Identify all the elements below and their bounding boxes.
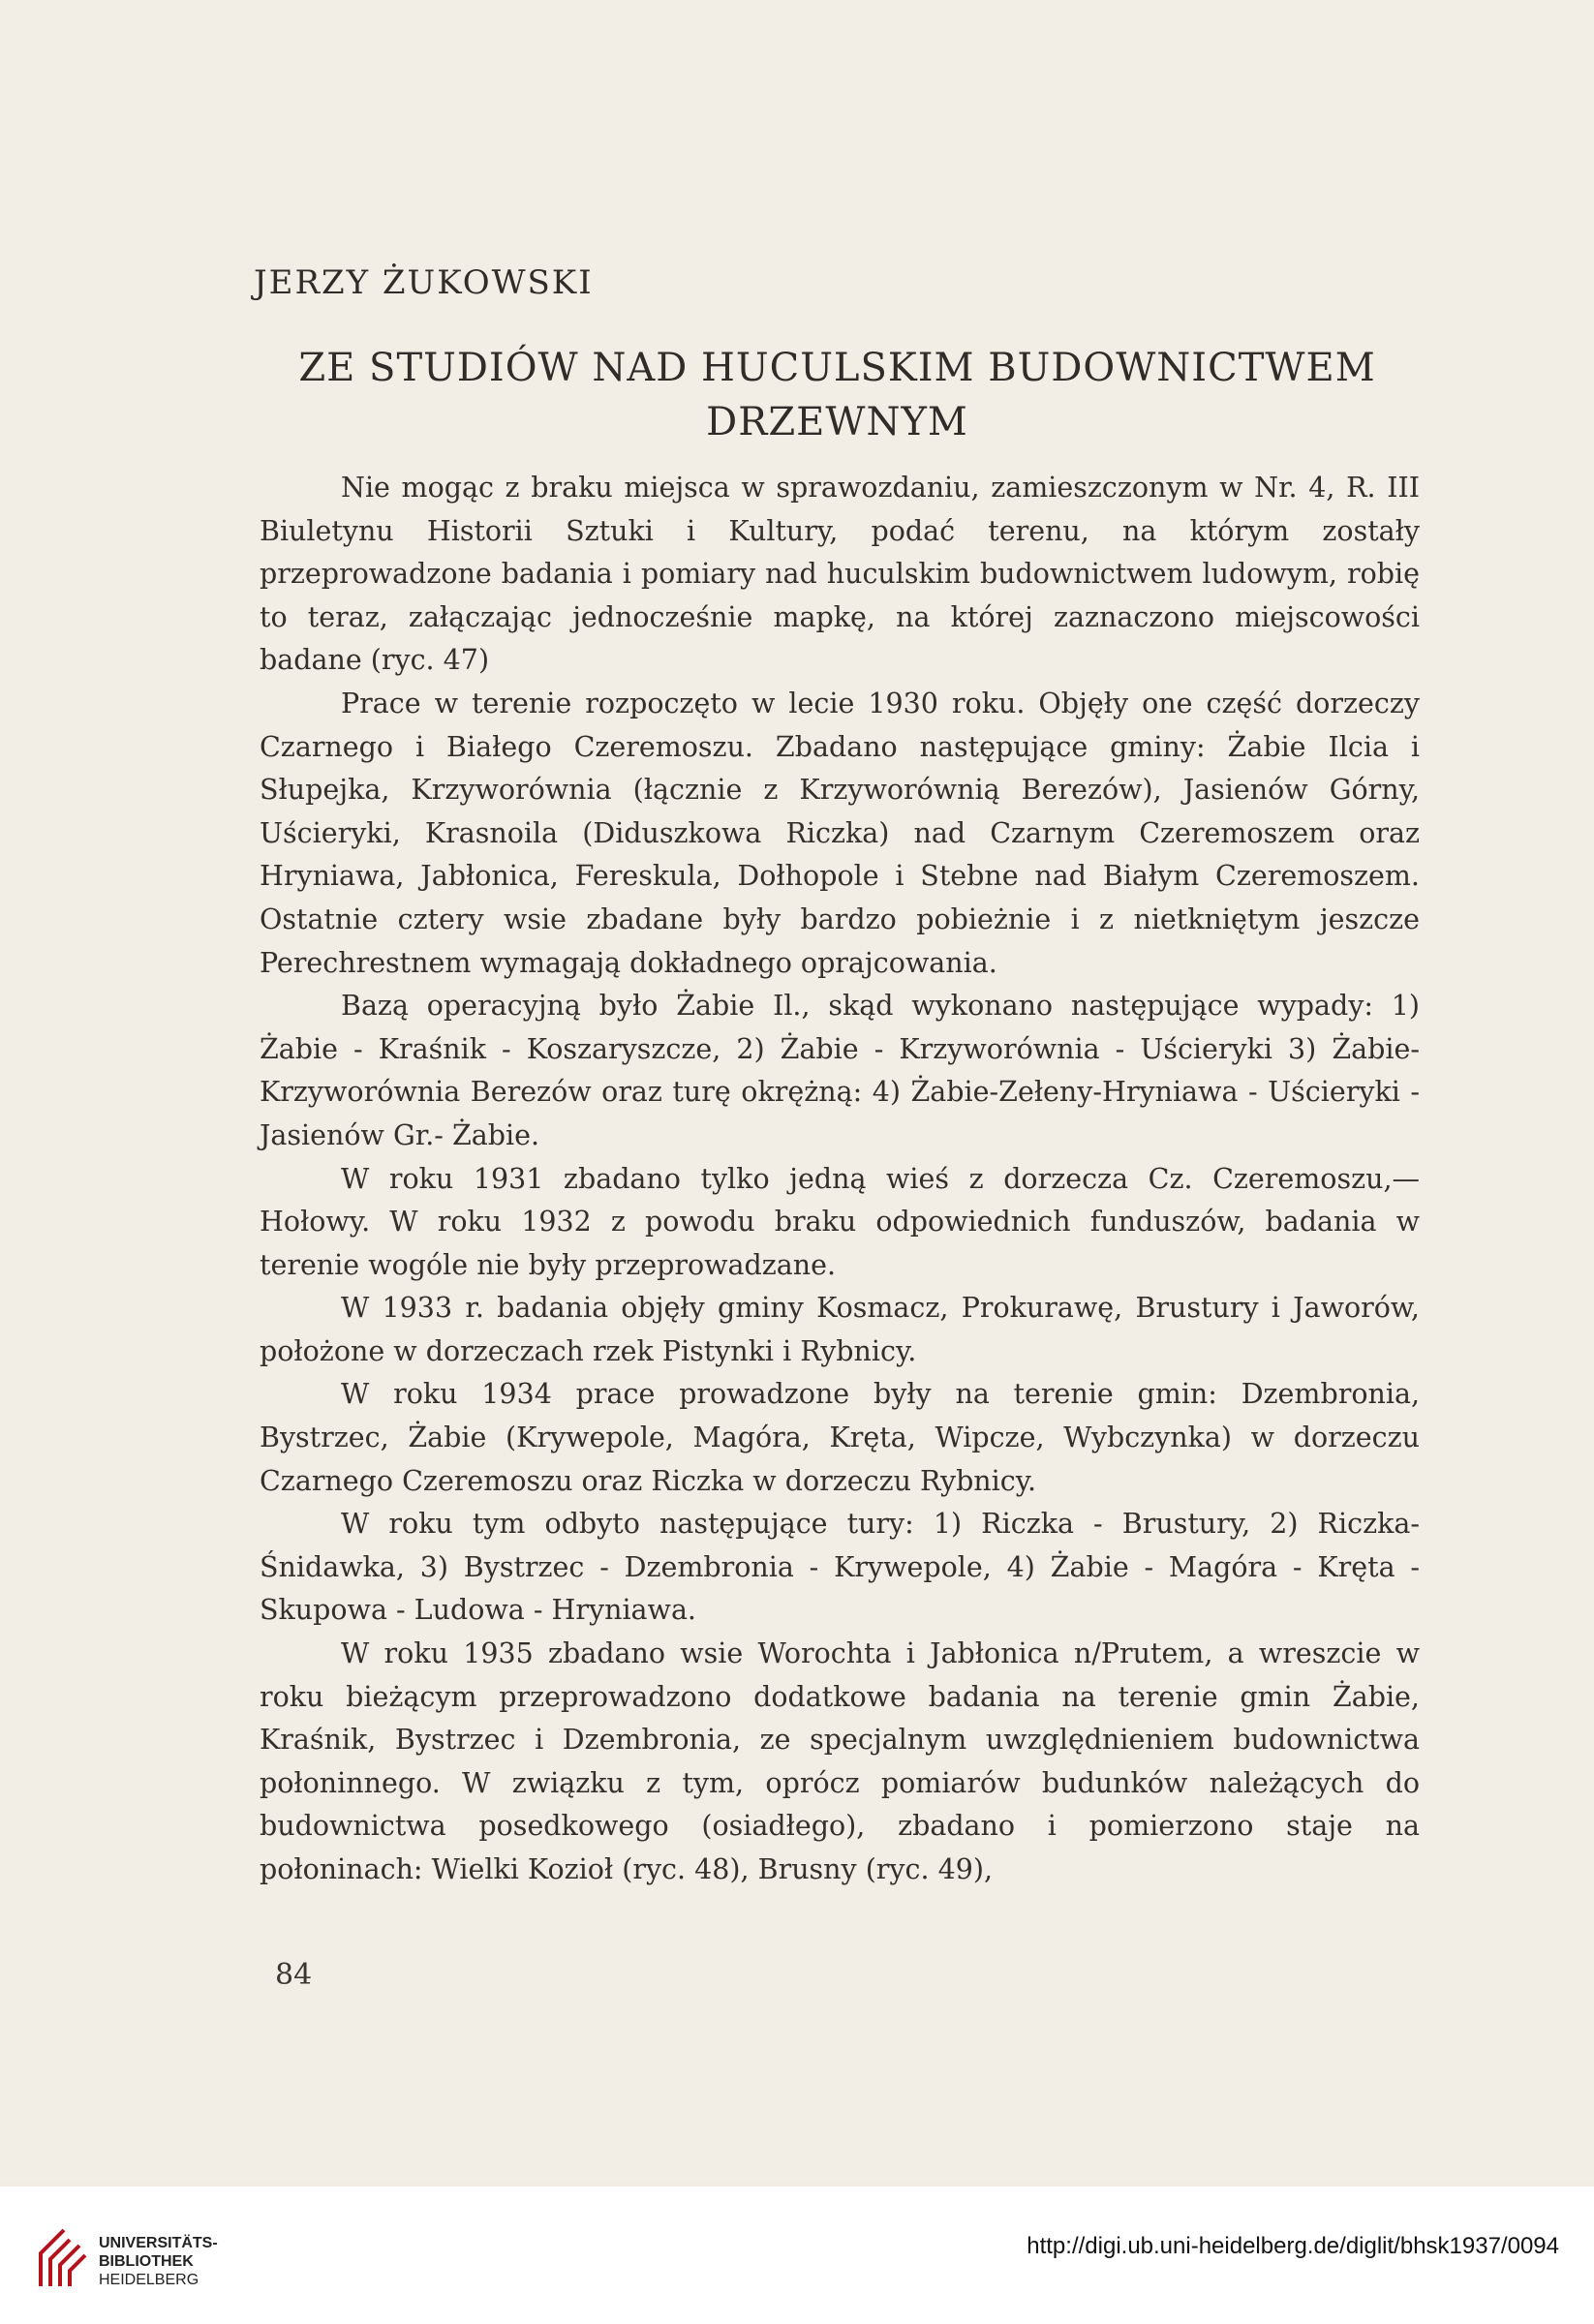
paragraph: W roku 1934 prace prowadzone były na terenie gmin: Dzembronia, Bystrzec, Żabie (Krywepole, Magóra, Kręta, Wipcze, Wybczynka) w dorzeczu Czarnego Czeremoszu oraz Riczka w dorzeczu Rybnicy. (260, 1378, 1420, 1497)
digitization-footer (0, 2186, 1594, 2324)
paragraph: W roku 1931 zbadano tylko jedną wieś z dorzecza Cz. Czeremoszu,— Hołowy. W roku 1932 z powodu braku odpowiednich funduszów, badania w terenie wogóle nie były przeprowadzane. (260, 1162, 1420, 1281)
library-line-2: BIBLIOTHEK (99, 2253, 194, 2270)
paragraph: W roku 1935 zbadano wsie Worochta i Jabłonica n/Prutem, a wreszcie w roku bieżącym przeprowadzono dodatkowe badania na terenie gmin Żabie, Kraśnik, Bystrzec i Dzembronia, ze specjalnym uwzględnieniem budownictwa połoninnego. W związku z tym, oprócz pomiarów budunków należących do budownictwa posedkowego (osiadłego), zbadano i pomierzono staje na połoninach: Wielki Kozioł (ryc. 48), Brusny (ryc. 49), (260, 1637, 1420, 1885)
page-number: 84 (275, 1958, 313, 1992)
title-line-1: ZE STUDIÓW NAD HUCULSKIM BUDOWNICTWEM (298, 346, 1376, 390)
ub-heidelberg-logo-icon (35, 2224, 91, 2292)
author-name: JERZY ŻUKOWSKI (254, 263, 594, 302)
paragraph: Nie mogąc z braku miejsca w sprawozdaniu, zamieszczonym w Nr. 4, R. III Biuletynu Historii Sztuki i Kultury, podać terenu, na którym zostały przeprowadzone badania i pomiary nad huculskim budownictwem ludowym, robię to teraz, załączając jednocześnie mapkę, na której zaznaczono miejscowości badane (ryc. 47) (260, 472, 1420, 677)
paragraph: W roku tym odbyto następujące tury: 1) Riczka - Brustury, 2) Riczka-Śnidawka, 3) Bystrzec - Dzembronia - Krywepole, 4) Żabie - Magóra - Kręta - Skupowa - Ludowa - Hryniawa. (260, 1508, 1420, 1627)
library-line-1: UNIVERSITÄTS- (99, 2235, 218, 2251)
library-line-3: HEIDELBERG (99, 2272, 199, 2288)
paragraph: W 1933 r. badania objęły gminy Kosmacz, Prokurawę, Brustury i Jaworów, położone w dorzeczach rzek Pistynki i Rybnicy. (260, 1292, 1420, 1367)
library-name (99, 2234, 218, 2289)
paragraph: Prace w terenie rozpoczęto w lecie 1930 roku. Objęły one część dorzeczy Czarnego i Białego Czeremoszu. Zbadano następujące gminy: Żabie Ilcia i Słupejka, Krzyworównia (łącznie z Krzyworównią Berezów), Jasienów Górny, Uścieryki, Krasnoila (Diduszkowa Riczka) nad Czarnym Czeremoszem oraz Hryniawa, Jabłonica, Fereskula, Dołhopole i Stebne nad Białym Czeremoszem. Ostatnie cztery wsie zbadane były bardzo pobieżnie i z nietkniętym jeszcze Perechrestnem wymagają dokładnego oprajcowania. (260, 687, 1420, 979)
article-title (254, 341, 1421, 449)
title-line-2: DRZEWNYM (706, 400, 968, 444)
article-body (260, 467, 1420, 1892)
permalink-url[interactable]: http://digi.ub.uni-heidelberg.de/diglit/bhsk1937/0094 (1027, 2233, 1559, 2259)
paragraph: Bazą operacyjną było Żabie Il., skąd wykonano następujące wypady: 1) Żabie - Kraśnik - Koszaryszcze, 2) Żabie - Krzyworównia - Uścieryki 3) Żabie-Krzyworównia Berezów oraz turę okrężną: 4) Żabie-Zełeny-Hryniawa - Uścieryki - Jasienów Gr.- Żabie. (260, 990, 1420, 1151)
